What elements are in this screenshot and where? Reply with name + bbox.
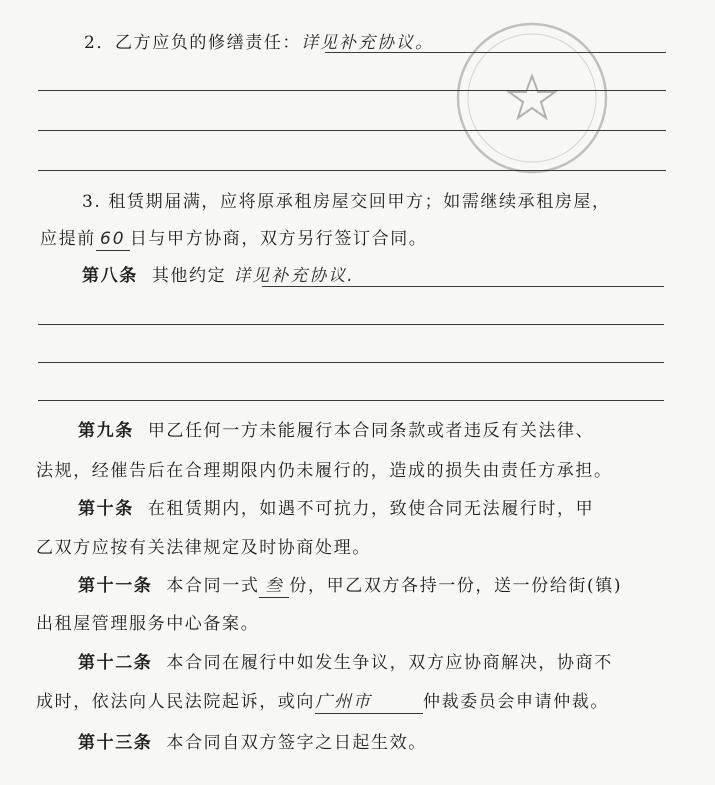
clause12-suffix: 仲裁委员会申请仲裁。	[423, 692, 609, 712]
seal-stamp-icon	[452, 18, 612, 178]
copies-count: 叁	[259, 575, 289, 598]
clause11-line1	[78, 575, 622, 598]
clause10-title: 第十条	[78, 499, 134, 519]
clause12-line2	[36, 691, 609, 714]
clause8-label: 其他约定	[151, 266, 227, 286]
clause9-text1: 甲乙任何一方未能履行本合同条款或者违反有关法律、	[147, 421, 595, 441]
clause11-suffix: 份，甲乙双方各持一份，送一份给街(镇)	[289, 576, 623, 596]
blank-line	[38, 324, 664, 325]
clause12-title: 第十二条	[78, 653, 153, 673]
clause7-item2-handwritten: 详见补充协议。	[301, 33, 435, 53]
clause11-line2: 出租屋管理服务中心备案。	[36, 614, 260, 634]
clause13-text: 本合同自双方签字之日起生效。	[166, 733, 427, 753]
clause7-item2	[84, 32, 434, 54]
clause7-item3-suffix: 日与甲方协商，双方另行签订合同。	[129, 229, 428, 249]
clause8-title: 第八条	[82, 266, 138, 286]
blank-line	[38, 130, 666, 131]
clause11-prefix: 本合同一式	[166, 576, 260, 596]
blank-line	[325, 52, 666, 53]
clause9-line1	[78, 420, 594, 442]
clause12-text1: 本合同在履行中如发生争议，双方应协商解决，协商不	[166, 653, 613, 673]
clause7-item2-number: 2．	[84, 33, 116, 53]
clause7-item3-line1: 3. 租赁期届满，应将原承租房屋交回甲方；如需继续承租房屋，	[82, 192, 611, 212]
blank-line	[38, 400, 664, 401]
clause10-line1	[78, 498, 594, 520]
clause9-title: 第九条	[78, 421, 134, 441]
clause10-text1: 在租赁期内，如遇不可抗力，致使合同无法履行时，甲	[147, 499, 595, 519]
clause12-line1	[78, 652, 613, 674]
clause7-item3-line2	[40, 228, 427, 251]
clause9-line2: 法规，经催告后在合理期限内仍未履行的，造成的损失由责任方承担。	[36, 461, 613, 481]
blank-line	[262, 286, 664, 287]
clause7-item3-prefix: 应提前	[40, 229, 96, 249]
clause13	[78, 732, 427, 754]
blank-line	[38, 90, 666, 91]
arbitration-city: 广州市	[315, 691, 423, 714]
clause8-handwritten: 详见补充协议.	[233, 266, 355, 286]
clause7-item2-label: 乙方应负的修缮责任：	[115, 33, 302, 53]
days-value: 60	[96, 228, 130, 251]
clause10-line2: 乙双方应按有关法律规定及时协商处理。	[36, 538, 371, 558]
blank-line	[38, 362, 664, 363]
clause12-prefix: 成时，依法向人民法院起诉，或向	[36, 692, 315, 712]
clause8	[82, 265, 355, 287]
blank-line	[38, 170, 666, 171]
clause13-title: 第十三条	[78, 733, 153, 753]
clause11-title: 第十一条	[78, 576, 153, 596]
